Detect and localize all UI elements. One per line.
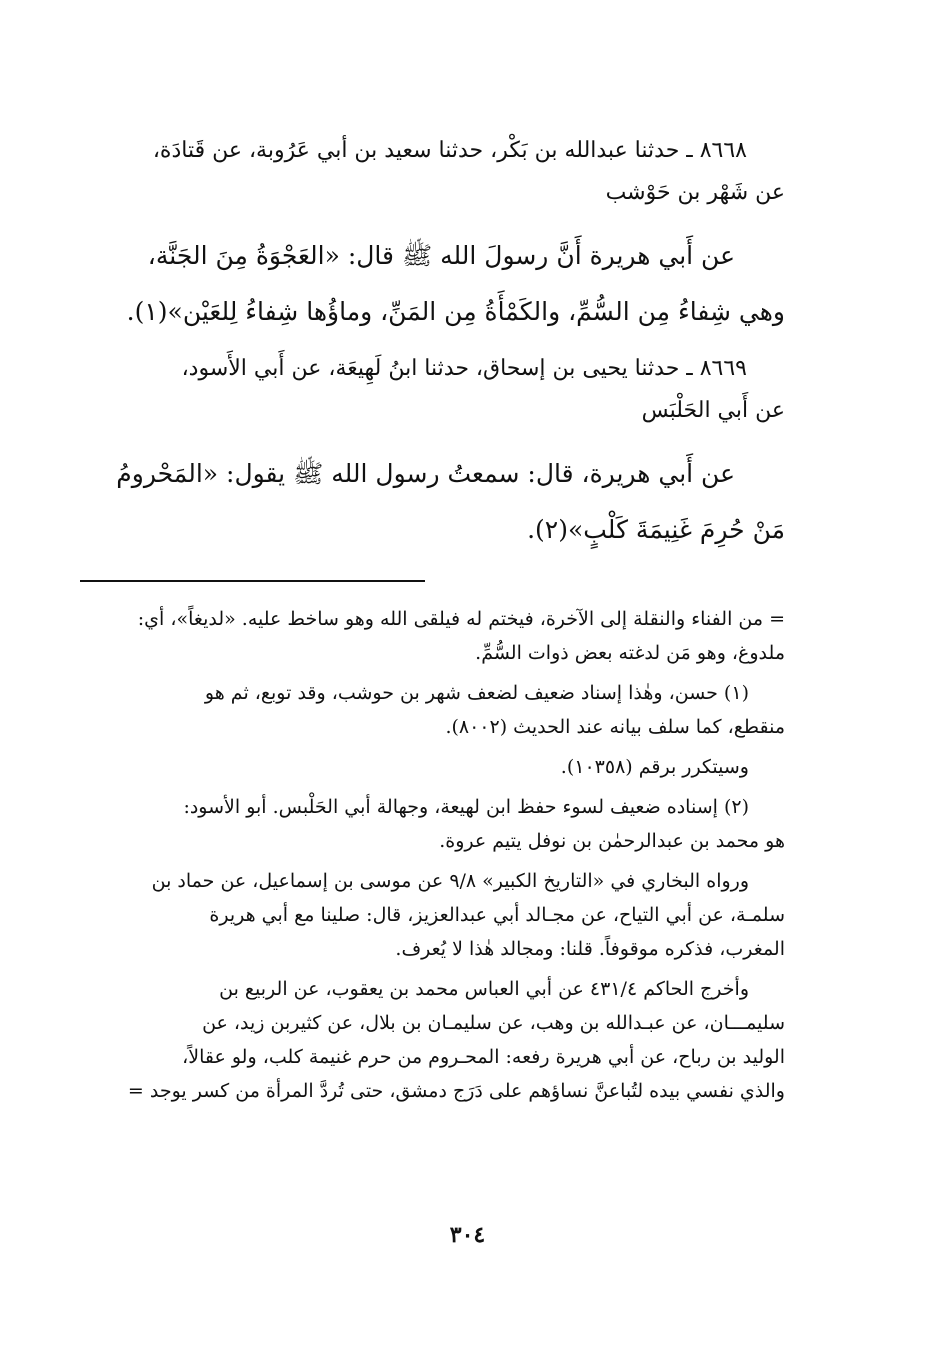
text-line: مَنْ حُرِمَ غَنِيمَةَ كَلْبٍ»(٢). [527, 515, 785, 544]
footnote-line: المغرب، فذكره موقوفاً. قلنا: ومجالد هٰذا لا يُعرف. [395, 938, 785, 960]
footnote-line: منقطع، كما سلف بيانه عند الحديث (٨٠٠٢). [445, 716, 785, 738]
footnote-line: وسيتكرر برقم (١٠٣٥٨). [560, 756, 749, 778]
footnote-continuation [80, 602, 785, 670]
hadith-text [80, 228, 785, 340]
text-line: عن أَبي هريرة أَنَّ رسولَ الله ﷺ قال: «العَجْوَةُ مِنَ الجَنَّة، [147, 241, 735, 270]
chain-line: عن أَبي الحَلْبَس [641, 398, 785, 423]
footnote-line: ورواه البخاري في «التاريخ الكبير» ٩/٨ عن موسى بن إسماعيل، عن حماد بن [151, 870, 749, 892]
footnote-separator [80, 580, 425, 582]
footnote-1-note [80, 750, 785, 784]
footnote-line: وأخرج الحاكم ٤٣١/٤ عن أبي العباس محمد بن يعقوب، عن الربيع بن [219, 978, 749, 1000]
page-content [80, 130, 785, 1114]
hadith-chain [80, 130, 785, 214]
hadith-chain [80, 348, 785, 432]
page-number: ٣٠٤ [449, 1222, 486, 1248]
footnote-line: (٢) إسناده ضعيف لسوء حفظ ابن لهيعة، وجهالة أبي الحَلْبس. أبو الأسود: [183, 796, 749, 818]
footnote-2-hakim [80, 972, 785, 1108]
hadith-text [80, 446, 785, 558]
hadith-8669 [80, 348, 785, 558]
footnote-line: الوليد بن رباح، عن أبي هريرة رفعه: المحـروم من حرم غنيمة كلب، ولو عقالاً، [182, 1046, 785, 1068]
text-line: عن أَبي هريرة، قال: سمعتُ رسول الله ﷺ يقول: «المَحْرومُ [116, 459, 735, 488]
text-line: وهي شِفاءُ مِن السُّمِّ، والكَمْأَةُ مِن المَنِّ، وماؤُها شِفاءُ لِلعَيْن»(١). [126, 297, 785, 326]
footnotes [80, 602, 785, 1108]
footnote-line: هو محمد بن عبدالرحمٰن بن نوفل يتيم عروة. [439, 830, 785, 852]
hadith-8668 [80, 130, 785, 340]
footnote-line: = من الفناء والنقلة إلى الآخرة، فيختم له فيلقى الله وهو ساخط عليه. «لديغاً»، أي: [137, 608, 785, 630]
footnote-line: (١) حسن، وهٰذا إسناد ضعيف لضعف شهر بن حوشب، وقد توبع، ثم هو [204, 682, 749, 704]
chain-line: عن شَهْر بن حَوْشب [605, 180, 785, 205]
footnote-1 [80, 676, 785, 744]
footnote-2-bukhari [80, 864, 785, 966]
footnote-2 [80, 790, 785, 858]
footnote-line: سلمـة، عن أبي التياح، عن مجـالد أبي عبدالعزيز، قال: صلينا مع أبي هريرة [209, 904, 785, 926]
chain-line: ٨٦٦٩ ـ حدثنا يحيى بن إسحاق، حدثنا ابنُ لَهِيعَة، عن أَبي الأَسود، [181, 356, 747, 381]
footnote-line: والذي نفسي بيده لتُباعنَّ نساؤهم على دَرَج دمشق، حتى تُردَّ المرأة من كسر يوجد = [127, 1080, 785, 1102]
footnote-line: سليمـــان، عن عبـدالله بن وهب، عن سليمـان بن بلال، عن كثيربن زيد، عن [202, 1012, 785, 1034]
chain-line: ٨٦٦٨ ـ حدثنا عبدالله بن بَكْر، حدثنا سعيد بن أبي عَرُوبة، عن قَتادَة، [152, 138, 747, 163]
footnote-line: ملدوغ، وهو مَن لدغته بعض ذوات السُّمِّ. [475, 642, 785, 664]
